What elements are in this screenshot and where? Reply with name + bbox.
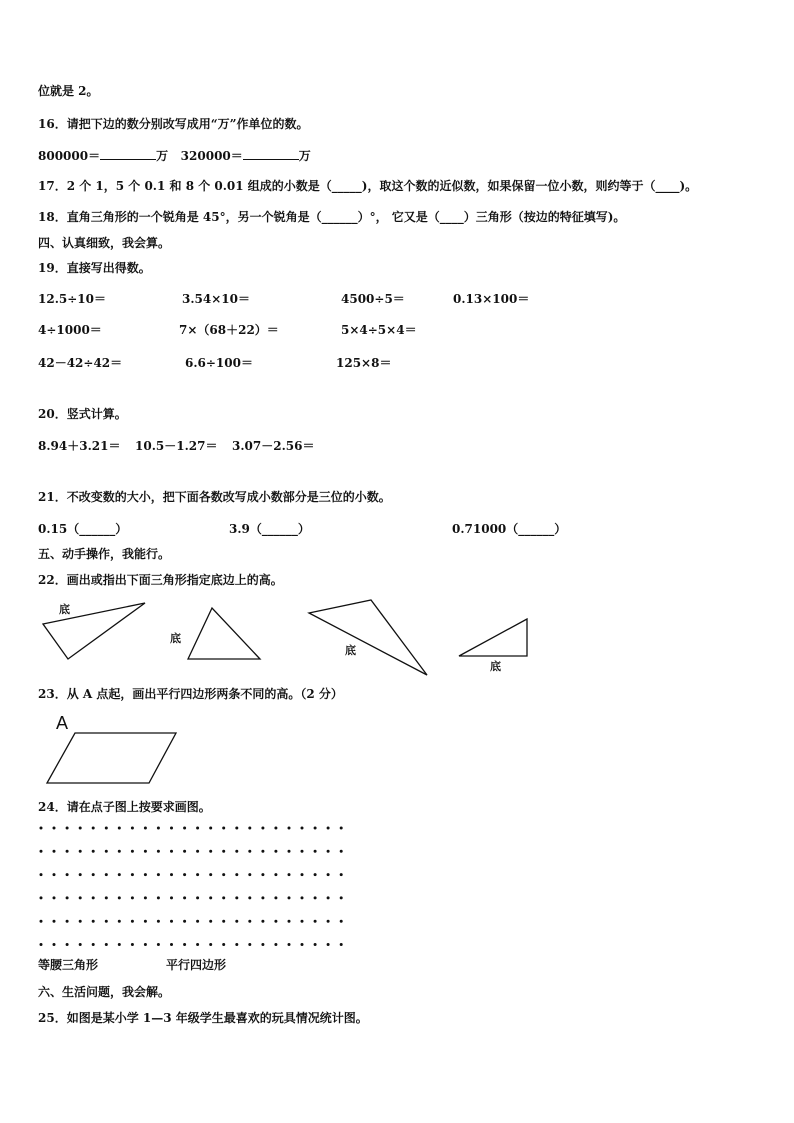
grid-dot[interactable] — [274, 827, 277, 830]
grid-dot[interactable] — [66, 873, 69, 876]
grid-dot[interactable] — [92, 943, 95, 946]
q20-item: 3.07－2.56＝ — [232, 439, 315, 453]
grid-dot[interactable] — [327, 827, 330, 830]
grid-dot[interactable] — [53, 873, 56, 876]
grid-dot[interactable] — [183, 896, 186, 899]
q19-item: 3.54×10＝ — [182, 292, 250, 306]
grid-dot[interactable] — [301, 920, 304, 923]
grid-dot[interactable] — [209, 920, 212, 923]
q21-item: 3.9（______） — [229, 522, 310, 536]
grid-dot[interactable] — [274, 943, 277, 946]
grid-dot[interactable] — [157, 896, 160, 899]
grid-dot[interactable] — [222, 873, 225, 876]
grid-dot[interactable] — [183, 920, 186, 923]
question-20: 20．竖式计算。 — [38, 407, 127, 421]
q19-item: 4500÷5＝ — [341, 292, 405, 306]
grid-dot[interactable] — [274, 873, 277, 876]
grid-dot[interactable] — [314, 896, 317, 899]
grid-dot[interactable] — [314, 943, 317, 946]
q20-item: 10.5－1.27＝ — [135, 439, 218, 453]
grid-dot[interactable] — [261, 920, 264, 923]
grid-dot[interactable] — [288, 873, 291, 876]
q19-item: 12.5÷10＝ — [38, 292, 106, 306]
grid-dot[interactable] — [314, 920, 317, 923]
grid-dot[interactable] — [196, 873, 199, 876]
grid-dot[interactable] — [40, 850, 43, 853]
grid-dot[interactable] — [340, 873, 343, 876]
grid-dot[interactable] — [53, 920, 56, 923]
grid-dot[interactable] — [170, 896, 173, 899]
grid-dot[interactable] — [288, 827, 291, 830]
grid-dot[interactable] — [118, 827, 121, 830]
grid-dot[interactable] — [261, 873, 264, 876]
dot-grid-caption-parallelogram: 平行四边形 — [166, 958, 227, 972]
grid-dot[interactable] — [327, 850, 330, 853]
grid-dot[interactable] — [131, 943, 134, 946]
grid-dot[interactable] — [105, 943, 108, 946]
grid-dot[interactable] — [274, 850, 277, 853]
section-5-heading: 五、动手操作，我能行。 — [38, 547, 171, 561]
q19-item: 5×4÷5×4＝ — [341, 323, 417, 337]
grid-dot[interactable] — [92, 896, 95, 899]
grid-dot[interactable] — [222, 827, 225, 830]
grid-dot[interactable] — [301, 943, 304, 946]
grid-dot[interactable] — [261, 943, 264, 946]
grid-dot[interactable] — [327, 920, 330, 923]
grid-dot[interactable] — [261, 827, 264, 830]
grid-dot[interactable] — [79, 920, 82, 923]
grid-dot[interactable] — [327, 896, 330, 899]
grid-dot[interactable] — [53, 850, 56, 853]
grid-dot[interactable] — [340, 920, 343, 923]
grid-dot[interactable] — [170, 873, 173, 876]
grid-dot[interactable] — [340, 827, 343, 830]
question-21: 21．不改变数的大小，把下面各数改写成小数部分是三位的小数。 — [38, 490, 391, 504]
grid-dot[interactable] — [235, 850, 238, 853]
grid-dot[interactable] — [144, 850, 147, 853]
grid-dot[interactable] — [314, 873, 317, 876]
grid-dot[interactable] — [92, 920, 95, 923]
grid-dot[interactable] — [131, 896, 134, 899]
grid-dot[interactable] — [131, 827, 134, 830]
grid-dot[interactable] — [157, 827, 160, 830]
grid-dot[interactable] — [222, 850, 225, 853]
q16-b-prefix: 320000＝ — [180, 149, 243, 163]
grid-dot[interactable] — [131, 850, 134, 853]
q19-item: 125×8＝ — [336, 356, 392, 370]
grid-dot[interactable] — [235, 896, 238, 899]
grid-dot[interactable] — [118, 943, 121, 946]
grid-dot[interactable] — [183, 943, 186, 946]
grid-dot[interactable] — [66, 827, 69, 830]
grid-dot[interactable] — [261, 850, 264, 853]
grid-dot[interactable] — [248, 920, 251, 923]
grid-dot[interactable] — [209, 943, 212, 946]
grid-dot[interactable] — [235, 827, 238, 830]
grid-dot[interactable] — [235, 943, 238, 946]
grid-dot[interactable] — [170, 850, 173, 853]
grid-dot[interactable] — [105, 827, 108, 830]
grid-dot[interactable] — [66, 920, 69, 923]
grid-dot[interactable] — [40, 943, 43, 946]
grid-dot[interactable] — [144, 827, 147, 830]
grid-dot[interactable] — [170, 827, 173, 830]
grid-dot[interactable] — [144, 896, 147, 899]
grid-dot[interactable] — [79, 873, 82, 876]
grid-dot[interactable] — [92, 850, 95, 853]
grid-dot[interactable] — [92, 827, 95, 830]
grid-dot[interactable] — [170, 920, 173, 923]
grid-dot[interactable] — [40, 873, 43, 876]
q21-item: 0.15（______） — [38, 522, 128, 536]
grid-dot[interactable] — [118, 873, 121, 876]
parallelogram-vertex-label: A — [56, 713, 69, 733]
grid-dot[interactable] — [222, 896, 225, 899]
triangle-4-base-label: 底 — [490, 660, 501, 673]
grid-dot[interactable] — [79, 896, 82, 899]
grid-dot[interactable] — [131, 920, 134, 923]
grid-dot[interactable] — [261, 896, 264, 899]
grid-dot[interactable] — [157, 850, 160, 853]
grid-dot[interactable] — [144, 920, 147, 923]
question-18: 18．直角三角形的一个锐角是 45°，另一个锐角是（______）°， 它又是（____）三角形（按边的特征填写)。 — [38, 210, 626, 224]
grid-dot[interactable] — [183, 850, 186, 853]
grid-dot[interactable] — [222, 943, 225, 946]
grid-dot[interactable] — [314, 827, 317, 830]
grid-dot[interactable] — [248, 850, 251, 853]
question-19: 19．直接写出得数。 — [38, 261, 151, 275]
grid-dot[interactable] — [157, 943, 160, 946]
grid-dot[interactable] — [105, 850, 108, 853]
grid-dot[interactable] — [235, 873, 238, 876]
grid-dot[interactable] — [340, 943, 343, 946]
grid-dot[interactable] — [209, 896, 212, 899]
dot-grid-caption-isosceles: 等腰三角形 — [38, 958, 99, 972]
grid-dot[interactable] — [196, 850, 199, 853]
grid-dot[interactable] — [340, 896, 343, 899]
question-25: 25．如图是某小学 1—3 年级学生最喜欢的玩具情况统计图。 — [38, 1011, 368, 1025]
grid-dot[interactable] — [301, 873, 304, 876]
grid-dot[interactable] — [327, 943, 330, 946]
grid-dot[interactable] — [248, 873, 251, 876]
grid-dot[interactable] — [131, 873, 134, 876]
grid-dot[interactable] — [79, 850, 82, 853]
grid-dot[interactable] — [288, 920, 291, 923]
q19-item: 42－42÷42＝ — [38, 356, 123, 370]
question-24: 24．请在点子图上按要求画图。 — [38, 800, 211, 814]
q16-a-prefix: 800000＝ — [38, 149, 101, 163]
grid-dot[interactable] — [196, 896, 199, 899]
grid-dot[interactable] — [183, 827, 186, 830]
grid-dot[interactable] — [274, 896, 277, 899]
grid-dot[interactable] — [157, 873, 160, 876]
grid-dot[interactable] — [118, 896, 121, 899]
triangle-2-base-label: 底 — [170, 632, 181, 645]
grid-dot[interactable] — [40, 827, 43, 830]
grid-dot[interactable] — [183, 873, 186, 876]
grid-dot[interactable] — [66, 850, 69, 853]
grid-dot[interactable] — [105, 920, 108, 923]
grid-dot[interactable] — [340, 850, 343, 853]
grid-dot[interactable] — [235, 920, 238, 923]
grid-dot[interactable] — [66, 943, 69, 946]
grid-dot[interactable] — [144, 873, 147, 876]
grid-dot[interactable] — [301, 850, 304, 853]
grid-dot[interactable] — [274, 920, 277, 923]
grid-dot[interactable] — [79, 943, 82, 946]
grid-dot[interactable] — [196, 827, 199, 830]
grid-dot[interactable] — [209, 850, 212, 853]
grid-dot[interactable] — [118, 850, 121, 853]
question-23: 23．从 A 点起，画出平行四边形两条不同的高。（2 分） — [38, 687, 343, 701]
grid-dot[interactable] — [40, 920, 43, 923]
grid-dot[interactable] — [144, 943, 147, 946]
q19-item: 7×（68＋22）＝ — [179, 323, 279, 337]
grid-dot[interactable] — [248, 896, 251, 899]
grid-dot[interactable] — [105, 873, 108, 876]
q16-a-suffix: 万 — [156, 149, 169, 163]
triangle-3-base-label: 底 — [345, 644, 356, 657]
grid-dot[interactable] — [196, 943, 199, 946]
q21-item: 0.71000（______） — [452, 522, 567, 536]
grid-dot[interactable] — [314, 850, 317, 853]
grid-dot[interactable] — [301, 896, 304, 899]
carry-over-text: 位就是 2。 — [38, 84, 99, 98]
grid-dot[interactable] — [53, 896, 56, 899]
grid-dot[interactable] — [209, 873, 212, 876]
question-17: 17．2 个 1，5 个 0.1 和 8 个 0.01 组成的小数是（_____)，取这个数的近似数，如果保留一位小数，则约等于（____)。 — [38, 179, 698, 193]
grid-dot[interactable] — [288, 896, 291, 899]
q20-item: 8.94＋3.21＝ — [38, 439, 121, 453]
grid-dot[interactable] — [288, 850, 291, 853]
question-16: 16．请把下边的数分别改写成用“万”作单位的数。 — [38, 117, 309, 131]
grid-dot[interactable] — [222, 920, 225, 923]
grid-dot[interactable] — [248, 943, 251, 946]
q19-item: 6.6÷100＝ — [185, 356, 253, 370]
q16-b-suffix: 万 — [298, 149, 311, 163]
grid-dot[interactable] — [79, 827, 82, 830]
q19-item: 0.13×100＝ — [453, 292, 530, 306]
grid-dot[interactable] — [301, 827, 304, 830]
grid-dot[interactable] — [248, 827, 251, 830]
section-4-heading: 四、认真细致，我会算。 — [38, 236, 171, 250]
grid-dot[interactable] — [92, 873, 95, 876]
grid-dot[interactable] — [157, 920, 160, 923]
grid-dot[interactable] — [40, 896, 43, 899]
grid-dot[interactable] — [118, 920, 121, 923]
grid-dot[interactable] — [209, 827, 212, 830]
grid-dot[interactable] — [66, 896, 69, 899]
grid-dot[interactable] — [196, 920, 199, 923]
triangle-1-base-label: 底 — [59, 603, 70, 616]
grid-dot[interactable] — [170, 943, 173, 946]
section-6-heading: 六、生活问题，我会解。 — [38, 985, 171, 999]
q19-item: 4÷1000＝ — [38, 323, 102, 337]
grid-dot[interactable] — [288, 943, 291, 946]
grid-dot[interactable] — [105, 896, 108, 899]
grid-dot[interactable] — [53, 827, 56, 830]
grid-dot[interactable] — [327, 873, 330, 876]
grid-dot[interactable] — [53, 943, 56, 946]
question-22: 22．画出或指出下面三角形指定底边上的高。 — [38, 573, 283, 587]
